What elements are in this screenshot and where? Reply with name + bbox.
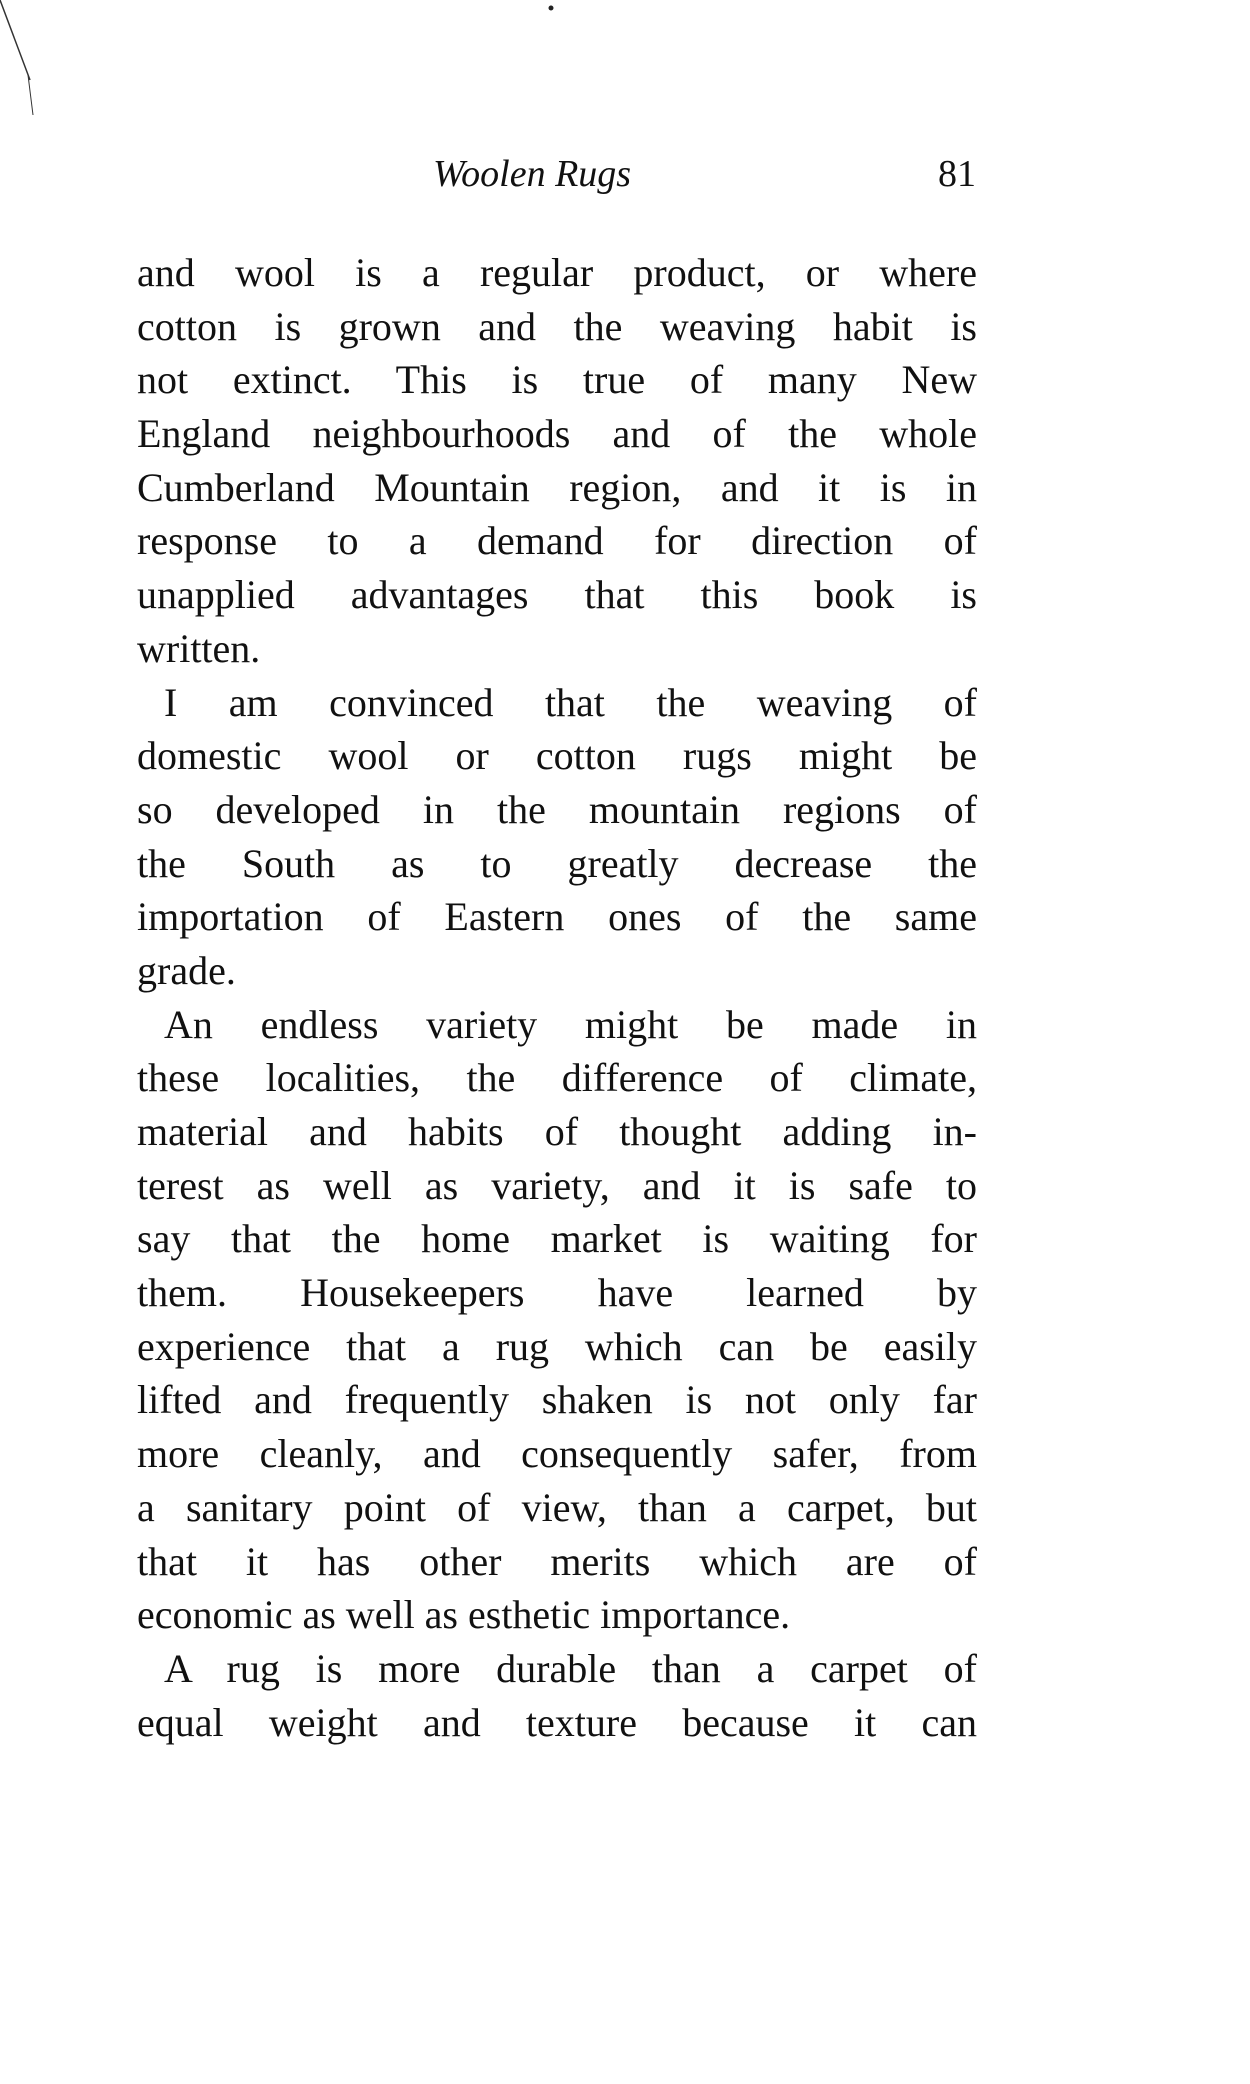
text-line: equal weight and texture because it can <box>137 1699 977 1745</box>
text-line: cotton is grown and the weaving habit is <box>137 303 977 349</box>
text-line: grade. <box>137 947 236 993</box>
text-line: I am convinced that the weaving of <box>164 679 977 725</box>
text-line: a sanitary point of view, than a carpet, but <box>137 1484 977 1530</box>
text-line: say that the home market is waiting for <box>137 1216 977 1262</box>
page-body <box>137 246 977 1749</box>
text-line: experience that a rug which can be easily <box>137 1323 977 1369</box>
text-line: that it has other merits which are of <box>137 1538 977 1584</box>
text-line: A rug is more durable than a carpet of <box>164 1645 977 1691</box>
text-line: them. Housekeepers have learned by <box>137 1270 977 1316</box>
page-number: 81 <box>938 153 976 195</box>
text-line: importation of Eastern ones of the same <box>137 894 977 940</box>
text-line: so developed in the mountain regions of <box>137 786 977 832</box>
text-line: domestic wool or cotton rugs might be <box>137 733 977 779</box>
paragraph <box>137 676 977 998</box>
text-line: England neighbourhoods and of the whole <box>137 411 977 457</box>
text-line: not extinct. This is true of many New <box>137 357 977 403</box>
text-line: Cumberland Mountain region, and it is in <box>137 464 977 510</box>
text-line: economic as well as esthetic importance. <box>137 1592 791 1638</box>
running-header-title: Woolen Rugs <box>433 153 632 195</box>
text-line: and wool is a regular product, or where <box>137 250 977 295</box>
text-line: terest as well as variety, and it is safe to <box>137 1162 977 1208</box>
text-line: lifted and frequently shaken is not only far <box>137 1377 977 1423</box>
paragraph <box>137 1642 977 1749</box>
text-line: the South as to greatly decrease the <box>137 840 977 886</box>
text-line: An endless variety might be made in <box>164 1001 977 1047</box>
text-line: more cleanly, and consequently safer, from <box>137 1431 977 1477</box>
paragraph <box>137 246 977 676</box>
text-line: material and habits of thought adding in- <box>137 1109 977 1154</box>
text-line: response to a demand for direction of <box>137 518 977 564</box>
paragraph <box>137 998 977 1642</box>
text-line: these localities, the difference of climate, <box>137 1055 977 1101</box>
text-line: unapplied advantages that this book is <box>137 572 977 618</box>
text-line: written. <box>137 625 261 671</box>
